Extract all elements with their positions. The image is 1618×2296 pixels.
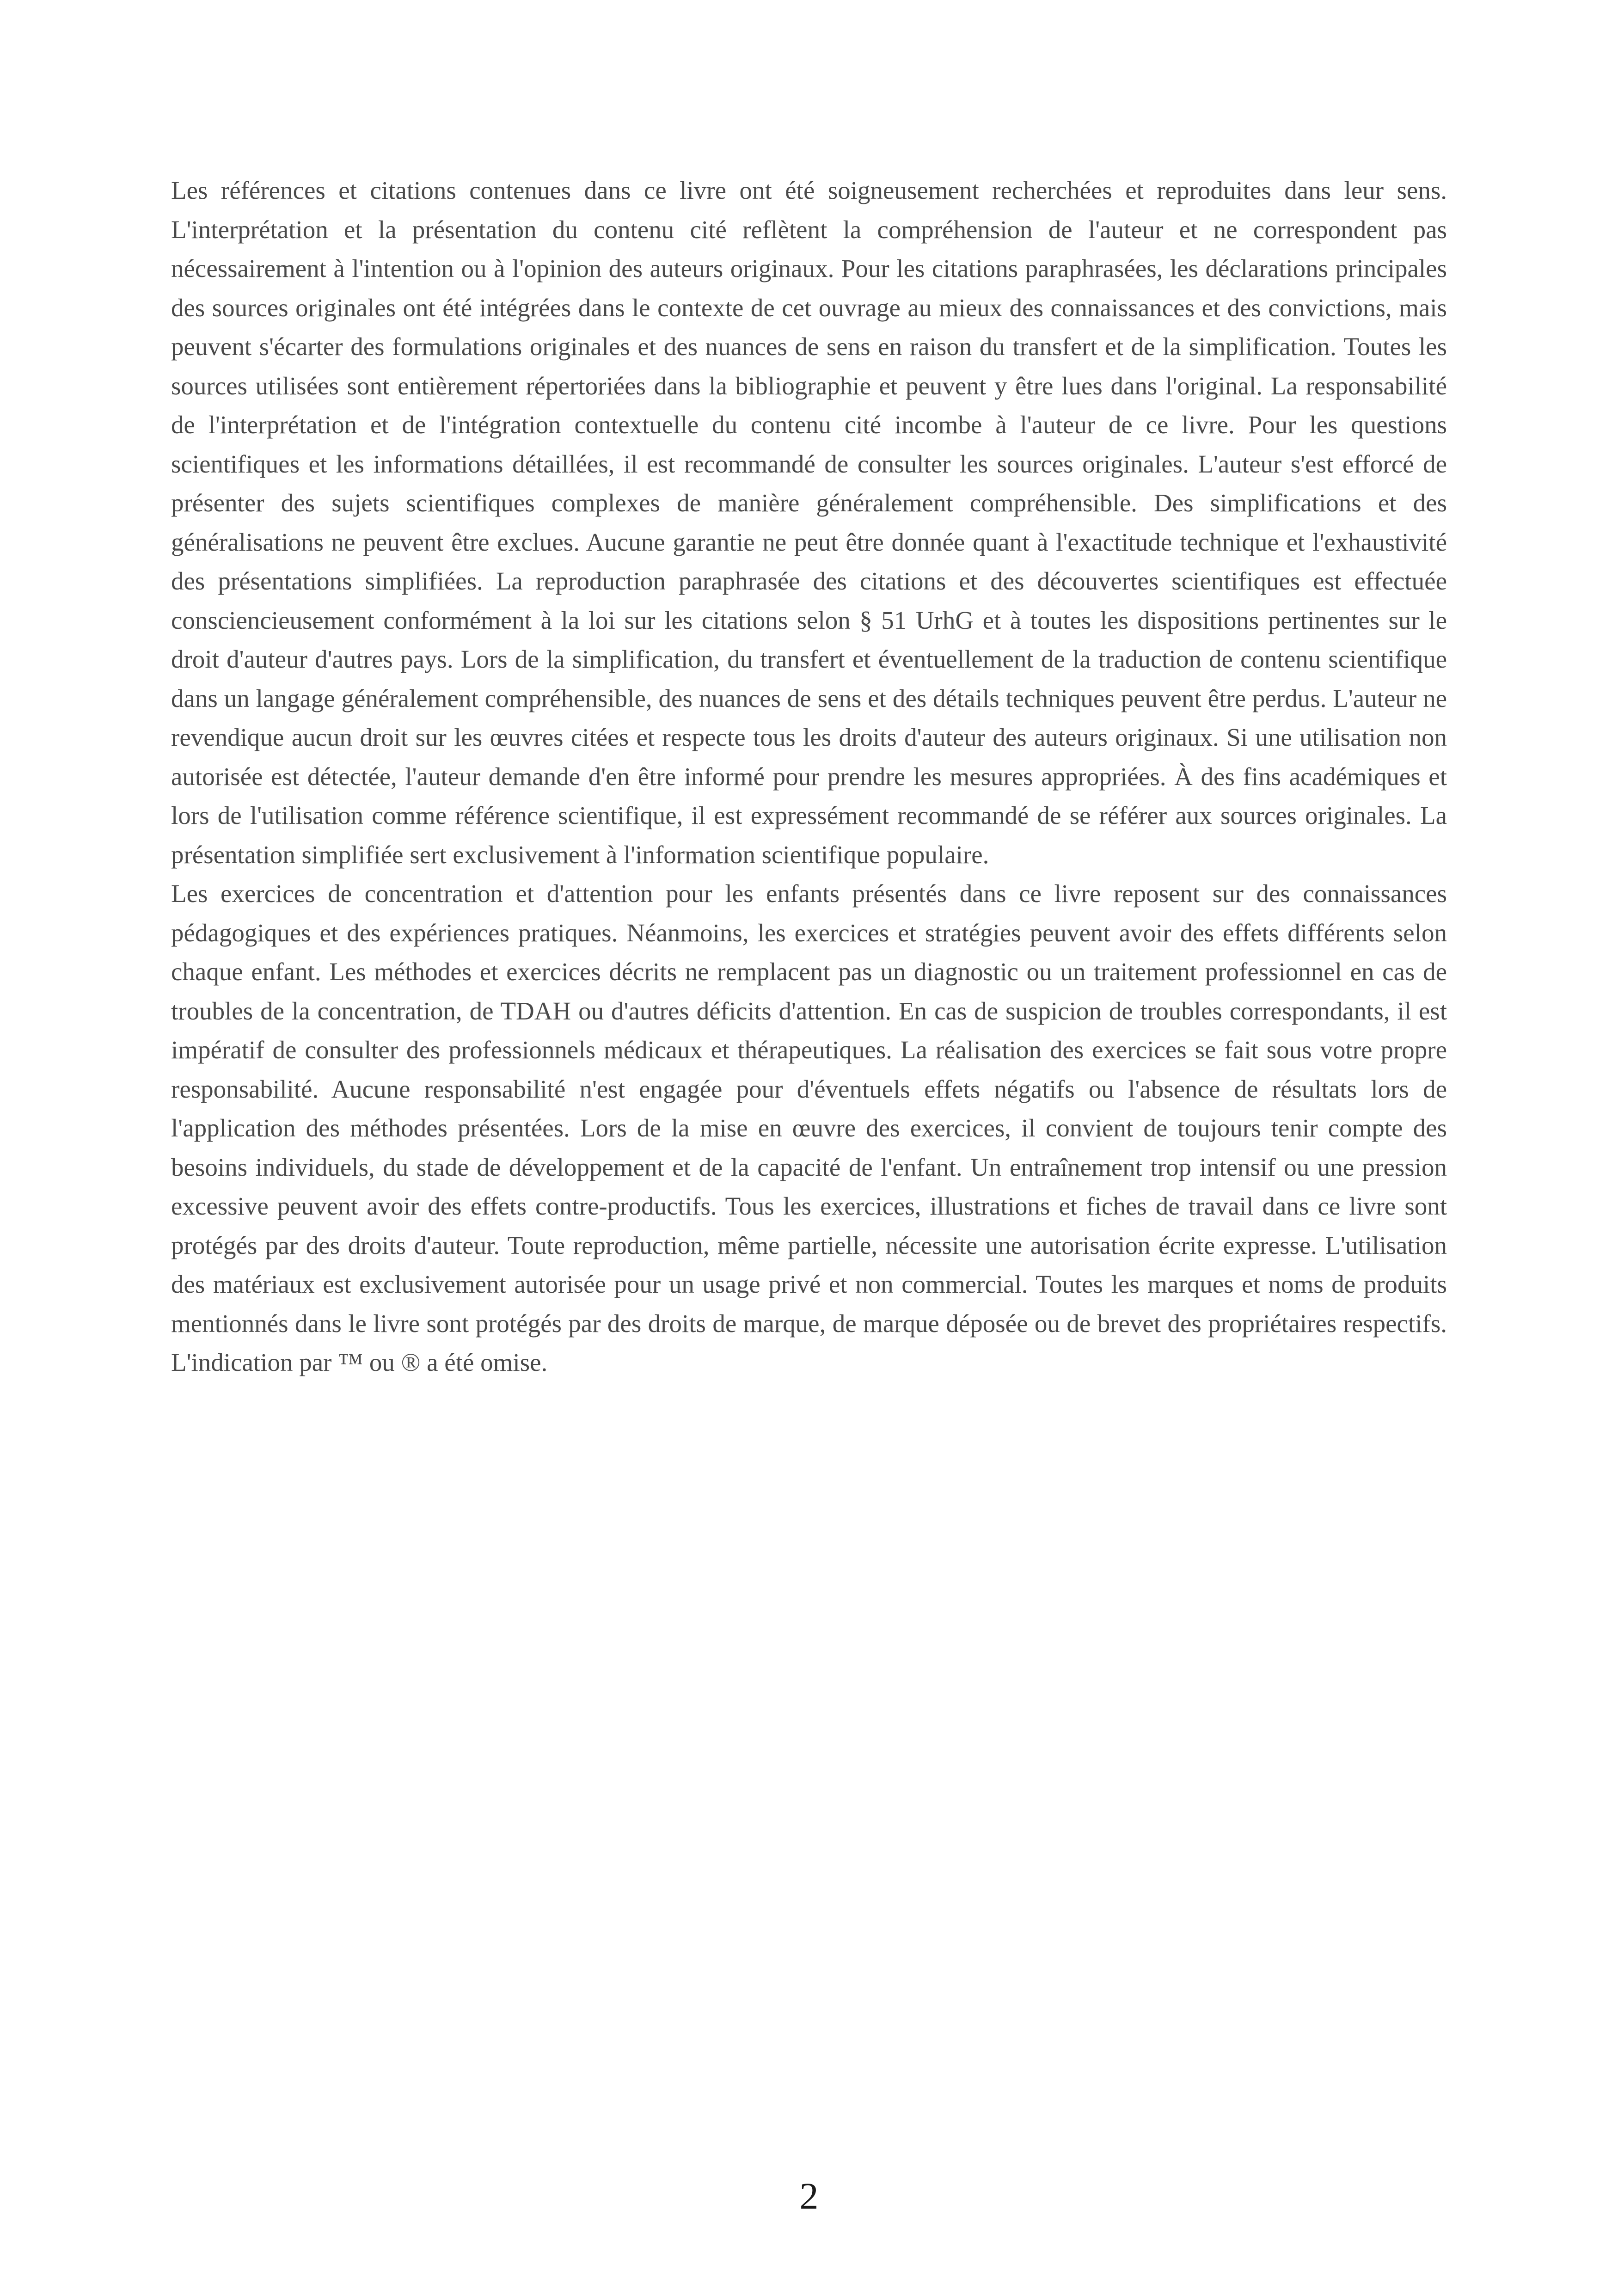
paragraph-disclaimer-citations: Les références et citations contenues dans ce livre ont été soigneusement recherchées et reproduites dans leur sens. L'interprétation et la présentation du contenu cité reflètent la compréhension de l'auteur et ne correspondent pas nécessairement à l'intention ou à l'opinion des auteurs originaux. Pour les citations paraphrasées, les déclarations principales des sources originales ont été intégrées dans le contexte de cet ouvrage au mieux des connaissances et des convictions, mais peuvent s'écarter des formulations originales et des nuances de sens en raison du transfert et de la simplification. Toutes les sources utilisées sont entièrement répertoriées dans la bibliographie et peuvent y être lues dans l'original. La responsabilité de l'interprétation et de l'intégration contextuelle du contenu cité incombe à l'auteur de ce livre. Pour les questions scientifiques et les informations détaillées, il est recommandé de consulter les sources originales. L'auteur s'est efforcé de présenter des sujets scientifiques complexes de manière généralement compréhensible. Des simplifications et des généralisations ne peuvent être exclues. Aucune garantie ne peut être donnée quant à l'exactitude technique et l'exhaustivité des présentations simplifiées. La reproduction paraphrasée des citations et des découvertes scientifiques est effectuée consciencieusement conformément à la loi sur les citations selon § 51 UrhG et à toutes les dispositions pertinentes sur le droit d'auteur d'autres pays. Lors de la simplification, du transfert et éventuellement de la traduction de contenu scientifique dans un langage généralement compréhensible, des nuances de sens et des détails techniques peuvent être perdus. L'auteur ne revendique aucun droit sur les œuvres citées et respecte tous les droits d'auteur des auteurs originaux. Si une utilisation non autorisée est détectée, l'auteur demande d'en être informé pour prendre les mesures appropriées. À des fins académiques et lors de l'utilisation comme référence scientifique, il est expressément recommandé de se référer aux sources originales. La présentation simplifiée sert exclusivement à l'information scientifique populaire. [171, 176, 1447, 869]
body-text [171, 171, 1447, 1382]
page-number: 2 [799, 2175, 819, 2217]
paragraph-disclaimer-exercises: Les exercices de concentration et d'attention pour les enfants présentés dans ce livre reposent sur des connaissances pédagogiques et des expériences pratiques. Néanmoins, les exercices et stratégies peuvent avoir des effets différents selon chaque enfant. Les méthodes et exercices décrits ne remplacent pas un diagnostic ou un traitement professionnel en cas de troubles de la concentration, de TDAH ou d'autres déficits d'attention. En cas de suspicion de troubles correspondants, il est impératif de consulter des professionnels médicaux et thérapeutiques. La réalisation des exercices se fait sous votre propre responsabilité. Aucune responsabilité n'est engagée pour d'éventuels effets négatifs ou l'absence de résultats lors de l'application des méthodes présentées. Lors de la mise en œuvre des exercices, il convient de toujours tenir compte des besoins individuels, du stade de développement et de la capacité de l'enfant. Un entraînement trop intensif ou une pression excessive peuvent avoir des effets contre-productifs. Tous les exercices, illustrations et fiches de travail dans ce livre sont protégés par des droits d'auteur. Toute reproduction, même partielle, nécessite une autorisation écrite expresse. L'utilisation des matériaux est exclusivement autorisée pour un usage privé et non commercial. Toutes les marques et noms de produits mentionnés dans le livre sont protégés par des droits de marque, de marque déposée ou de brevet des propriétaires respectifs. L'indication par ™ ou ® a été omise. [171, 879, 1447, 1376]
